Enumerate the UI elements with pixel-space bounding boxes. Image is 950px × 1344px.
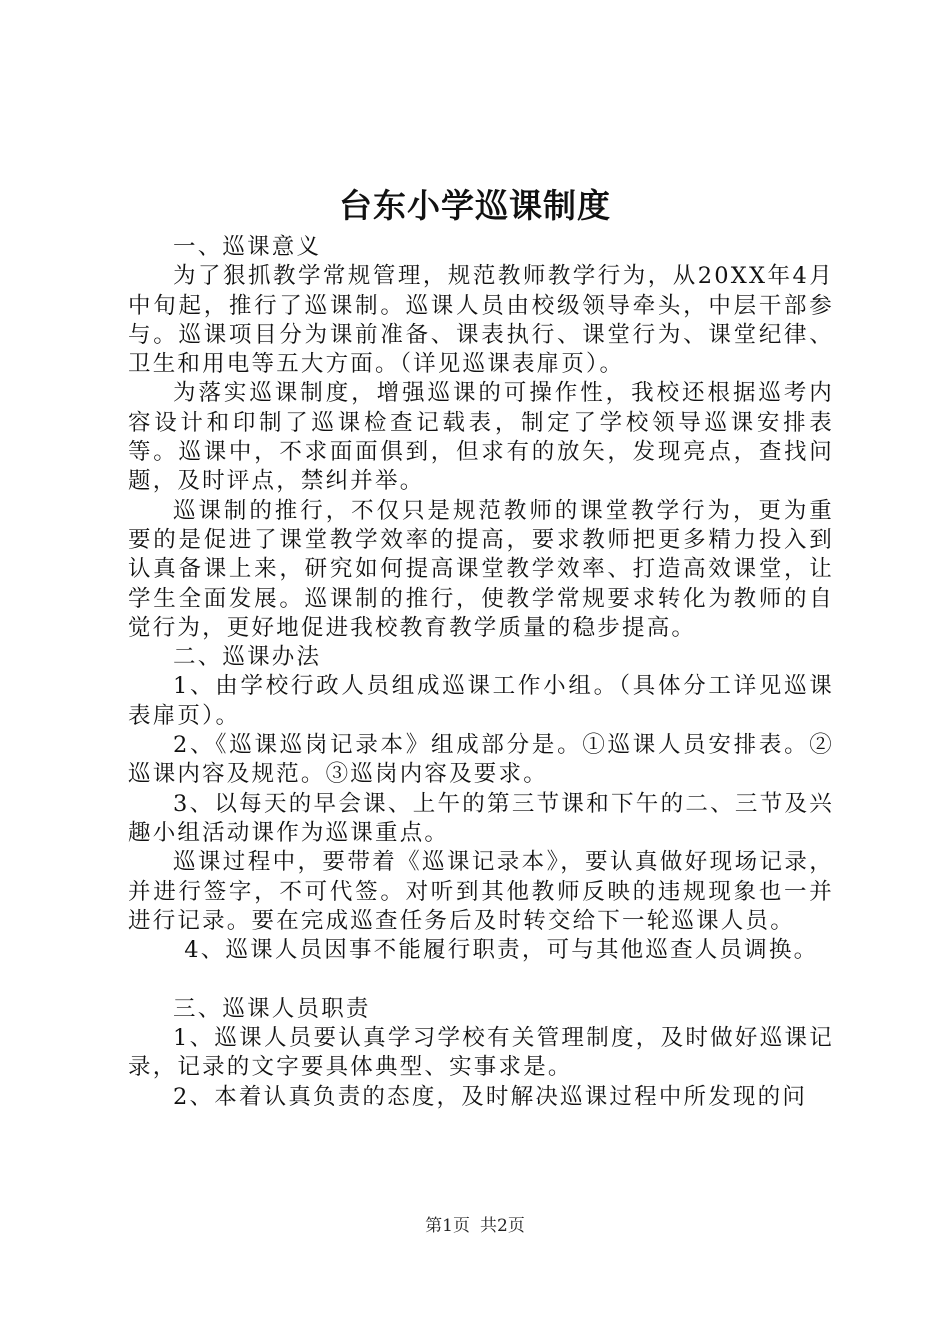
document-title: 台东小学巡课制度 xyxy=(339,186,611,225)
document-body xyxy=(128,233,834,1112)
section-heading-1: 一、巡课意义 xyxy=(173,234,322,260)
list-item: 3、以每天的早会课、上午的第三节课和下午的二、三节及兴趣小组活动课作为巡课重点。 xyxy=(128,790,834,846)
page-footer xyxy=(0,1214,950,1238)
list-item: 1、巡课人员要认真学习学校有关管理制度，及时做好巡课记录，记录的文字要具体典型、实事求是。 xyxy=(128,1025,834,1081)
list-item: 1、由学校行政人员组成巡课工作小组。（具体分工详见巡课表扉页）。 xyxy=(128,673,834,729)
list-item: 2、本着认真负责的态度，及时解决巡课过程中所发现的问 xyxy=(173,1083,808,1110)
page-number: 第1页 xyxy=(425,1216,470,1236)
paragraph: 巡课过程中，要带着《巡课记录本》，要认真做好现场记录，并进行签字，不可代签。对听到其他教师反映的违规现象也一并进行记录。要在完成巡查任务后及时转交给下一轮巡课人员。 xyxy=(128,849,834,934)
paragraph: 为落实巡课制度，增强巡课的可操作性，我校还根据巡考内容设计和印制了巡课检查记载表，制定了学校领导巡课安排表等。巡课中，不求面面俱到，但求有的放矢，发现亮点，查找问题，及时评点，禁纠并举。 xyxy=(128,380,834,495)
list-item: 4、巡课人员因事不能履行职责，可与其他巡查人员调换。 xyxy=(184,937,819,964)
paragraph: 巡课制的推行，不仅只是规范教师的课堂教学行为，更为重要的是促进了课堂教学效率的提高，要求教师把更多精力投入到认真备课上来，研究如何提高课堂教学效率、打造高效课堂，让学生全面发展。巡课制的推行，使教学常规要求转化为教师的自觉行为，更好地促进我校教育教学质量的稳步提高。 xyxy=(128,497,834,641)
list-item: 2、《巡课巡岗记录本》组成部分是。①巡课人员安排表。②巡课内容及规范。③巡岗内容及要求。 xyxy=(128,732,834,788)
section-heading-3: 三、巡课人员职责 xyxy=(173,995,371,1022)
section-heading-2: 二、巡课办法 xyxy=(173,644,322,671)
blank-line xyxy=(128,965,834,994)
page-total: 共2页 xyxy=(480,1216,525,1236)
paragraph: 为了狠抓教学常规管理，规范教师教学行为，从20XX年4月中旬起，推行了巡课制。巡课人员由校级领导牵头，中层干部参与。巡课项目分为课前准备、课表执行、课堂行为、课堂纪律、卫生和用电等五大方面。（详见巡课表扉页）。 xyxy=(128,263,834,378)
